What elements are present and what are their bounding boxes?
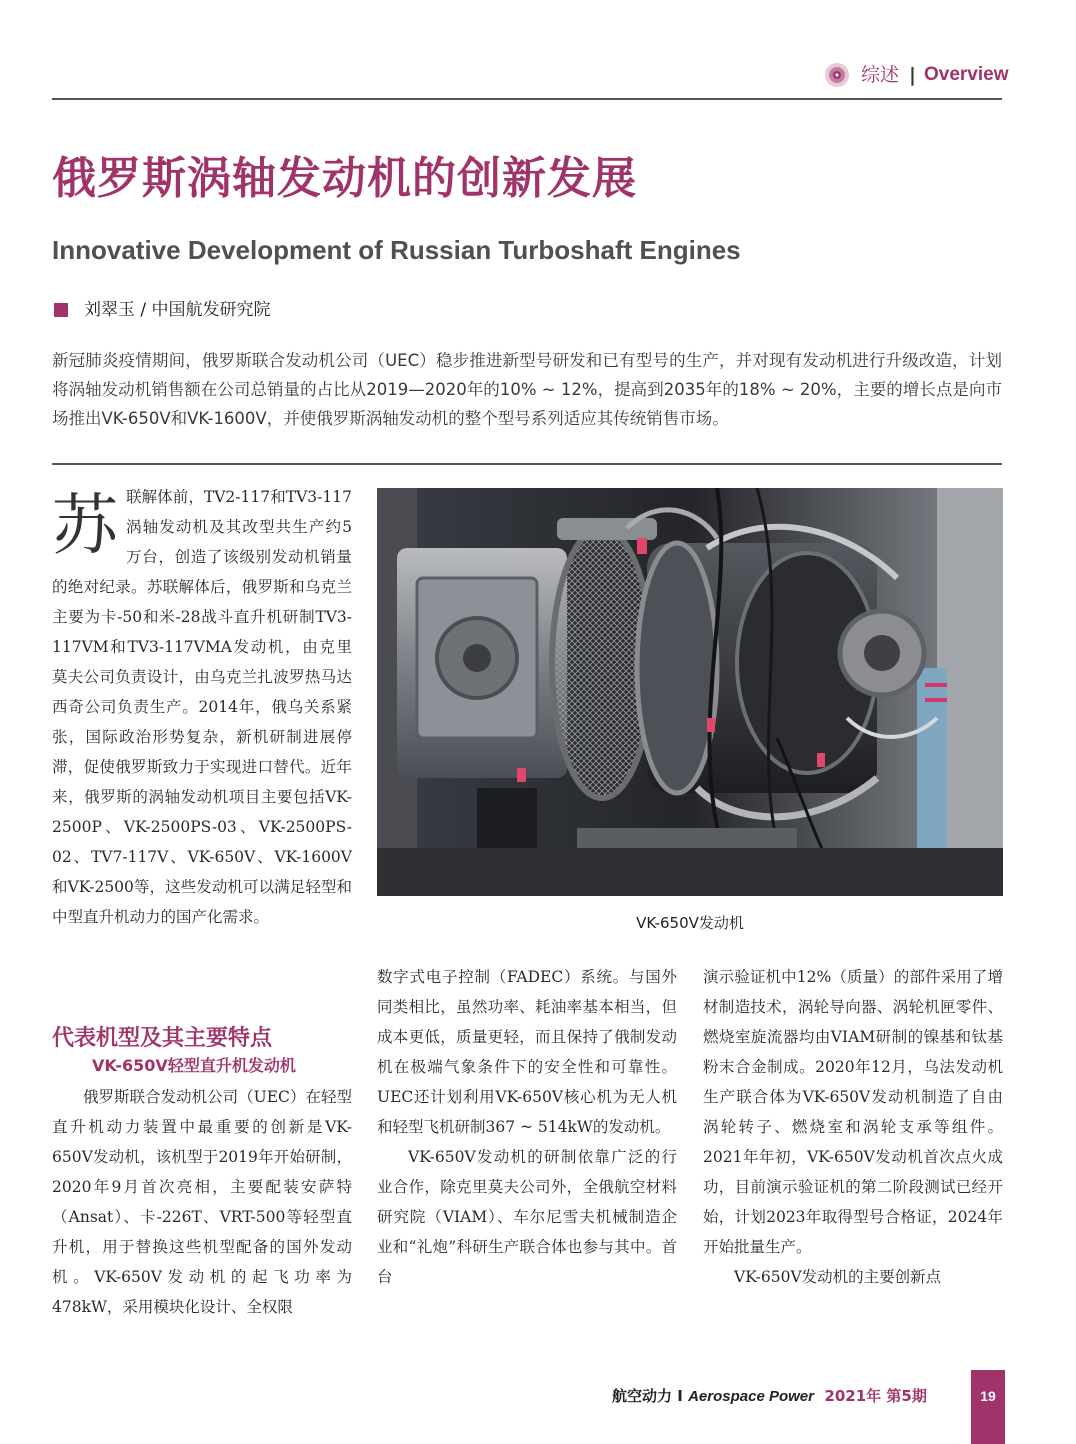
body-paragraph: VK-650V发动机的主要创新点 [734, 1268, 942, 1286]
article-title-en: Innovative Development of Russian Turboshaft Engines [52, 235, 741, 265]
section-separator: | [909, 64, 916, 86]
body-column-2 [377, 962, 677, 1292]
body-paragraph: 演示验证机中12%（质量）的部件采用了增材制造技术，涡轮导向器、涡轮机匣零件、燃烧室旋流器均由VIAM研制的镍基和钛基粉末合金制成。2020年12月，乌法发动机生产联合体为VK-650V发动机制造了自由涡轮转子、燃烧室和涡轮支承等组件。2021年年初，VK-650V发动机首次点火成功，目前演示验证机的第二阶段测试已经开始，计划2023年取得型号合格证，2024年开始批量生产。 [703, 968, 1003, 1256]
footer-bar: I [677, 1387, 683, 1405]
author-marker-icon [54, 303, 68, 317]
drop-cap: 苏 [52, 487, 118, 564]
body-paragraph: VK-650V发动机的研制依靠广泛的行业合作，除克里莫夫公司外，全俄航空材料研究院（VIAM）、车尔尼雪夫机械制造企业和“礼炮”科研生产联合体也参与其中。首台 [377, 1148, 677, 1286]
author-line: 刘翠玉 / 中国航发研究院 [84, 300, 271, 320]
journal-issue: 2021年 第5期 [824, 1387, 927, 1405]
body-paragraph: 俄罗斯联合发动机公司（UEC）在轻型直升机动力装置中最重要的创新是VK-650V发动机，该机型于2019年开始研制，2020年9月首次亮相，主要配装安萨特（Ansat）、卡-226T、VRT-500等轻型直升机，用于替换这些机型配备的国外发动机。VK-650V发动机的起飞功率为478kW，采用模块化设计、全权限 [52, 1088, 352, 1316]
section-label-en: Overview [924, 64, 1009, 85]
journal-name-cn: 航空动力 [612, 1387, 673, 1405]
header-divider [52, 98, 1002, 100]
body-paragraph: 数字式电子控制（FADEC）系统。与国外同类相比，虽然功率、耗油率基本相当，但成本更低，质量更轻，而且保持了俄制发动机在极端气象条件下的安全性和可靠性。UEC还计划利用VK-650V核心机为无人机和轻型飞机研制367 ~ 514kW的发动机。 [377, 968, 677, 1136]
journal-footer [612, 1384, 927, 1409]
body-column-1-continued [52, 1082, 352, 1322]
journal-name-en: Aerospace Power [688, 1388, 814, 1405]
engine-illustration [377, 488, 1003, 896]
section-heading: 代表机型及其主要特点 [52, 1026, 273, 1051]
body-column-3 [703, 962, 1003, 1292]
abstract-divider [52, 463, 1002, 465]
body-column-1 [52, 482, 352, 932]
subsection-heading: VK-650V轻型直升机发动机 [92, 1056, 296, 1075]
figure-caption: VK-650V发动机 [636, 914, 744, 932]
engine-photo [377, 488, 1003, 896]
section-label-cn: 综述 [861, 64, 900, 86]
abstract: 新冠肺炎疫情期间，俄罗斯联合发动机公司（UEC）稳步推进新型号研发和已有型号的生产，并对现有发动机进行升级改造，计划将涡轴发动机销售额在公司总销量的占比从2019—2020年的10% ~ 12%，提高到2035年的18% ~ 20%，主要的增长点是向市场推出VK-650V和VK-1600V，并使俄罗斯涡轴发动机的整个型号系列适应其传统销售市场。 [52, 351, 1002, 428]
page-number: 19 [980, 1388, 996, 1404]
article-title-cn: 俄罗斯涡轴发动机的创新发展 [52, 153, 637, 204]
section-logo-icon [824, 62, 850, 88]
body-paragraph: 联解体前，TV2-117和TV3-117涡轴发动机及其改型共生产约5万台，创造了该级别发动机销量的绝对纪录。苏联解体后，俄罗斯和乌克兰主要为卡-50和米-28战斗直升机研制TV3-117VM和TV3-117VMA发动机，由克里莫夫公司负责设计，由乌克兰扎波罗热马达西奇公司负责生产。2014年，俄乌关系紧张，国际政治形势复杂，新机研制进展停滞，促使俄罗斯致力于实现进口替代。近年来，俄罗斯的涡轴发动机项目主要包括VK-2500P、VK-2500PS-03、VK-2500PS-02、TV7-117V、VK-650V、VK-1600V和VK-2500等，这些发动机可以满足轻型和中型直升机动力的国产化需求。 [52, 488, 352, 926]
